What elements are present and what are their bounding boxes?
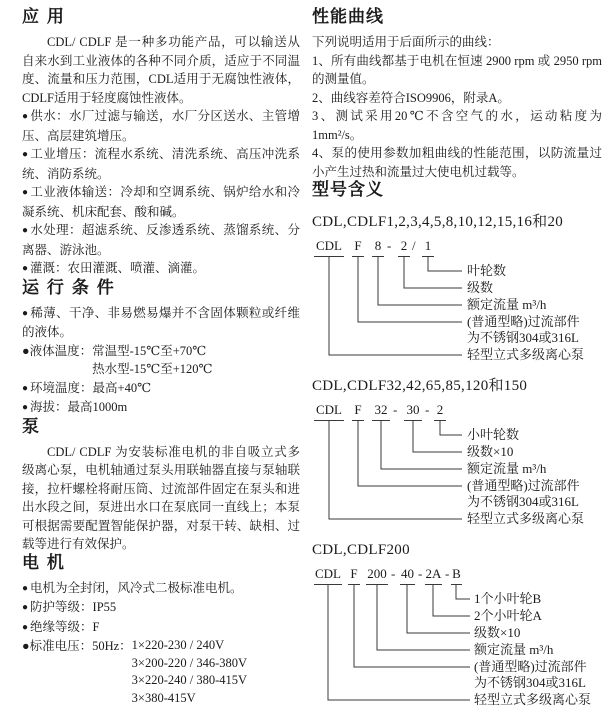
model-code-label: 轻型立式多级离心泵 <box>467 347 585 362</box>
bullet-text: 防护等级：IP55 <box>30 600 117 614</box>
bullet-item <box>22 183 300 221</box>
voltage-line: 3×380-415V <box>131 690 196 705</box>
bullet-item <box>22 579 300 599</box>
right-column <box>312 8 602 711</box>
model-code-label: 轻型立式多级离心泵 <box>467 511 585 526</box>
section-pump <box>22 418 300 554</box>
model-code-label: 额定流量 m³/h <box>474 642 554 657</box>
model-code-token: CDL <box>314 402 344 421</box>
bullet-icon: ● <box>22 582 29 594</box>
left-column <box>22 8 300 707</box>
model-code-token: 2 <box>398 238 410 257</box>
curves-intro: 下列说明适用于后面所示的曲线： <box>312 35 500 49</box>
model-series-title: CDL,CDLF1,2,3,4,5,8,10,12,15,16和20 <box>312 214 564 230</box>
model-code-separator: - <box>393 402 398 417</box>
bullet-icon: ● <box>22 187 29 198</box>
model-code-token: F <box>352 402 364 421</box>
model-code-label: 级数 <box>467 280 494 295</box>
bullet-icon: ● <box>22 602 29 613</box>
curve-note: 1、所有曲线都基于电机在恒速 2900 rpm 或 2950 rpm 的测量值。 <box>312 53 602 86</box>
model-code-separator: - <box>391 566 396 581</box>
bullet-text: 稀薄、干净、非易燃易爆并不含固体颗粒或纤维的液体。 <box>22 305 300 339</box>
liquid-temperature-item <box>22 342 300 379</box>
model-code-label: 额定流量 m³/h <box>467 461 547 476</box>
model-code-label: 为不锈钢304或316L <box>474 675 586 690</box>
model-code-token: 30 <box>404 402 422 421</box>
bullet-text: 绝缘等级：F <box>30 619 100 634</box>
model-code-label: 叶轮数 <box>467 263 507 278</box>
operating-heading: 运 行 条 件 <box>22 277 115 298</box>
model-designation-heading: 型号含义 <box>312 180 384 200</box>
pump-heading: 泵 <box>22 416 40 437</box>
model-code-token: 8 <box>372 238 384 257</box>
model-series-title: CDL,CDLF32,42,65,85,120和150 <box>312 378 528 394</box>
model-code-diagram <box>312 238 602 366</box>
bullet-text: 环境温度：最高+40℃ <box>30 380 152 395</box>
application-heading: 应 用 <box>22 7 65 27</box>
model-code-separator: - <box>418 566 423 581</box>
liquid-temperature-label <box>22 342 92 379</box>
bullet-icon: ● <box>22 111 29 122</box>
bullet-icon: ● <box>22 343 30 358</box>
bullet-item <box>22 259 300 279</box>
voltage-line: 3×220-240 / 380-415V <box>131 673 248 687</box>
model-code-label: (普通型略)过流部件 <box>467 314 580 329</box>
bullet-item <box>22 304 300 342</box>
model-code-label: 为不锈钢304或316L <box>467 494 579 509</box>
section-motor <box>22 554 300 708</box>
bullet-item <box>22 598 300 618</box>
model-code-label: 2个小叶轮A <box>474 608 542 623</box>
bullet-text: 标准电压：50Hz： <box>29 639 132 653</box>
model-series-title: CDL,CDLF200 <box>312 542 410 558</box>
model-code-token: 2A <box>425 566 442 585</box>
bullet-item <box>22 398 300 418</box>
model-code-label: 额定流量 m³/h <box>467 297 547 312</box>
bullet-item <box>22 221 300 259</box>
voltage-line: 3×200-220 / 346-380V <box>131 655 248 670</box>
model-code-token: 32 <box>372 402 390 421</box>
voltage-line: 1×220-230 / 240V <box>131 638 225 652</box>
standard-voltage-item <box>22 637 300 707</box>
bullet-icon: ● <box>22 639 30 653</box>
application-intro: CDL/ CDLF 是一种多功能产品，可以输送从自来水到工业液体的各种不同介质，适应于不同温度、流量和压力范围，CDL适用于无腐蚀性液体，CDLF适用于轻度腐蚀性液体。 <box>22 35 300 105</box>
model-code-token: 200 <box>366 566 388 585</box>
bullet-icon: ● <box>22 225 29 236</box>
model-code-label: 为不锈钢304或316L <box>467 330 579 345</box>
model-code-token: B <box>451 566 462 585</box>
pump-description: CDL/ CDLF 为安装标准电机的非自吸立式多级离心泵，电机轴通过泵头用联轴器直接与泵轴联接，拉杆螺栓将耐压筒、过流部件固定在泵头和进出水段之间，泵进出水口在泵底同一直线上；本泵可根据需要配置智能保护器，对泵干转、缺相、过载等进行有效保护。 <box>22 444 300 551</box>
section-application <box>22 8 300 279</box>
bullet-text: 海拔：最高1000m <box>30 400 128 414</box>
model-code-token: F <box>352 238 364 257</box>
standard-voltage-label <box>22 637 132 707</box>
model-code-token: 40 <box>400 566 415 585</box>
bullet-text: 电机为全封闭，风冷式二极标准电机。 <box>30 580 243 595</box>
bullet-item <box>22 618 300 638</box>
bullet-text: 液体温度： <box>29 343 93 358</box>
section-operating-conditions <box>22 279 300 418</box>
model-code-label: 级数×10 <box>474 625 521 640</box>
model-code-token: CDL <box>314 238 344 257</box>
model-code-label: 小叶轮数 <box>467 427 520 442</box>
model-code-token: 2 <box>434 402 446 421</box>
model-code-token: CDL <box>314 566 342 585</box>
performance-curves-heading: 性能曲线 <box>312 7 384 27</box>
bullet-icon: ● <box>22 149 29 160</box>
model-code-separator: - <box>387 238 392 253</box>
bullet-item <box>22 145 300 183</box>
bullet-text: 灌溉：农田灌溉、喷灌、滴灌。 <box>30 261 206 275</box>
model-code-diagram <box>312 566 602 711</box>
curve-note: 3、测试采用20℃不含空气的水，运动粘度为1mm²/s。 <box>312 109 602 142</box>
bullet-icon: ● <box>22 402 29 413</box>
bullet-item <box>22 379 300 399</box>
model-code-label: (普通型略)过流部件 <box>467 478 580 493</box>
bullet-icon: ● <box>22 382 29 394</box>
bullet-text: 工业增压：流程水系统、清洗系统、高压冲洗系统、消防系统。 <box>22 147 300 181</box>
bullet-text: 水处理：超滤系统、反渗透系统、蒸馏系统、分离器、游泳池。 <box>22 223 300 257</box>
liquid-temp-line: 热水型-15℃至+120℃ <box>92 362 213 376</box>
model-code-separator: - <box>445 566 450 581</box>
model-code-diagram <box>312 402 602 530</box>
bullet-icon: ● <box>22 307 29 319</box>
section-model-designation <box>312 181 602 711</box>
bullet-text: 供水：水厂过滤与输送，水厂分区送水、主管增压、高层建筑增压。 <box>22 109 300 143</box>
model-code-token: F <box>348 566 360 585</box>
liquid-temperature-values <box>92 342 212 379</box>
motor-heading: 电 机 <box>22 552 65 573</box>
liquid-temp-line: 常温型-15℃至+70℃ <box>92 343 207 358</box>
curve-note: 2、曲线容差符合ISO9906，附录A。 <box>312 90 510 105</box>
model-code-label: 1个小叶轮B <box>474 591 542 606</box>
bullet-icon: ● <box>22 263 29 274</box>
voltage-values <box>132 637 247 707</box>
model-code-label: 级数×10 <box>467 444 514 459</box>
section-performance-curves <box>312 8 602 181</box>
model-code-label: (普通型略)过流部件 <box>474 659 587 674</box>
bullet-icon: ● <box>22 621 29 633</box>
model-code-label: 轻型立式多级离心泵 <box>474 692 592 707</box>
model-code-separator: - <box>425 402 430 417</box>
bullet-item <box>22 107 300 145</box>
bullet-text: 工业液体输送：冷却和空调系统、锅炉给水和冷凝系统、机床配套、酸和碱。 <box>22 185 300 219</box>
model-code-separator: / <box>412 238 416 253</box>
curve-note: 4、泵的使用参数加粗曲线的性能范围，以防流量过小产生过热和流量过大使电机过载等。 <box>312 146 602 179</box>
model-code-token: 1 <box>422 238 434 257</box>
